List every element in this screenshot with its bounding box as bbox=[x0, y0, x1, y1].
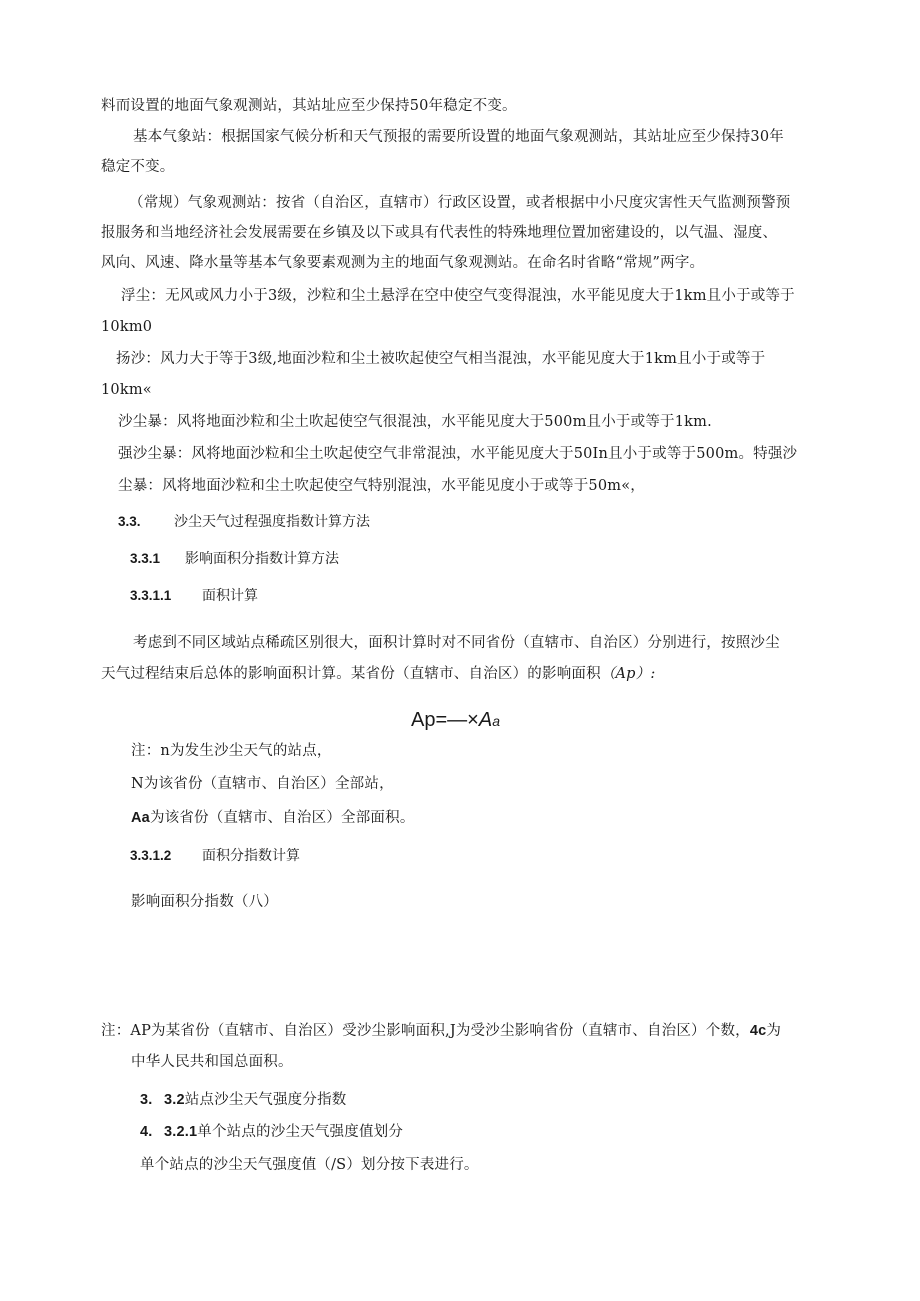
formula-variable: A bbox=[478, 709, 493, 731]
text-line: 尘暴：风将地面沙粒和尘土吹起使空气特别混浊，水平能见度小于或等于50m«， bbox=[118, 478, 645, 494]
section-heading-3-3-1-2 bbox=[130, 846, 300, 866]
section-heading-3-3-1-1 bbox=[130, 586, 258, 606]
list-number: 4. bbox=[140, 1124, 153, 1140]
formula-lhs: Ap= bbox=[411, 709, 448, 731]
note-text: 为 bbox=[766, 1023, 782, 1039]
text-line: 10km« bbox=[101, 382, 152, 398]
note-line: 注：n为发生沙尘天气的站点， bbox=[131, 743, 332, 759]
text-line: 料而设置的地面气象观测站，其站址应至少保持50年稳定不变。 bbox=[101, 98, 517, 114]
note-text: 注：AP为某省份（直辖市、自治区）受沙尘影响面积,J为受沙尘影响省份（直辖市、自治区）个数， bbox=[101, 1023, 750, 1039]
note-line: N为该省份（直辖市、自治区）全部站， bbox=[131, 776, 394, 792]
list-subnumber: 3.2 bbox=[164, 1092, 185, 1108]
note-text: 为该省份（直辖市、自治区）全部面积。 bbox=[149, 810, 415, 826]
note-line bbox=[131, 808, 415, 828]
formula-fraction: —× bbox=[447, 709, 479, 731]
section-heading-3-3 bbox=[118, 512, 370, 532]
text-line: 单个站点的沙尘天气强度值（/S）划分按下表进行。 bbox=[140, 1157, 479, 1173]
text-line: 稳定不变。 bbox=[101, 159, 175, 175]
text-line: 强沙尘暴：风将地面沙粒和尘土吹起使空气非常混浊，水平能见度大于50In且小于或等于500m。特强沙 bbox=[118, 446, 798, 462]
index-label: 影响面积分指数（八） bbox=[131, 894, 278, 910]
formula-subscript: a bbox=[492, 713, 500, 729]
section-heading-3-3-1 bbox=[130, 549, 339, 569]
text-line bbox=[101, 664, 655, 684]
text-line: 浮尘：无风或风力小于3级，沙粒和尘土悬浮在空中使空气变得混浊，水平能见度大于1km且小于或等于 bbox=[121, 288, 795, 304]
note-symbol: Aa bbox=[131, 810, 150, 826]
section-title: 面积分指数计算 bbox=[202, 848, 300, 864]
text-line: 风向、风速、降水量等基本气象要素观测为主的地面气象观测站。在命名时省略“常规”两字。 bbox=[101, 255, 705, 271]
list-item bbox=[140, 1090, 346, 1110]
section-title: 沙尘天气过程强度指数计算方法 bbox=[174, 514, 370, 530]
section-number: 3.3.1.2 bbox=[130, 848, 172, 863]
text-line: 报服务和当地经济社会发展需要在乡镇及以下或具有代表性的特殊地理位置加密建设的，以气温、湿度、 bbox=[101, 225, 778, 241]
text-line: 基本气象站：根据国家气候分析和天气预报的需要所设置的地面气象观测站，其站址应至少保持30年 bbox=[133, 129, 784, 145]
list-number: 3. bbox=[140, 1092, 153, 1108]
note-symbol: 4c bbox=[749, 1023, 767, 1039]
text-line: （常规）气象观测站：按省（自治区，直辖市）行政区设置，或者根据中小尺度灾害性天气监测预警预 bbox=[129, 195, 791, 211]
text-line: 10km0 bbox=[101, 319, 153, 335]
list-text: 站点沙尘天气强度分指数 bbox=[184, 1092, 347, 1108]
section-title: 面积计算 bbox=[202, 588, 258, 604]
list-item bbox=[140, 1122, 403, 1142]
note-line: 中华人民共和国总面积。 bbox=[131, 1054, 293, 1070]
note-line bbox=[101, 1021, 781, 1041]
section-number: 3.3.1.1 bbox=[130, 588, 172, 603]
text-line: 考虑到不同区域站点稀疏区别很大，面积计算时对不同省份（直辖市、自治区）分别进行，按照沙尘 bbox=[133, 635, 780, 651]
text-line: 扬沙：风力大于等于3级,地面沙粒和尘土被吹起使空气相当混浊，水平能见度大于1km且小于或等于 bbox=[116, 351, 766, 367]
area-variable: （Ap）: bbox=[600, 666, 656, 682]
area-formula bbox=[411, 707, 500, 734]
section-number: 3.3. bbox=[118, 514, 141, 529]
list-text: 单个站点的沙尘天气强度值划分 bbox=[197, 1124, 404, 1140]
paragraph-text: 天气过程结束后总体的影响面积计算。某省份（直辖市、自治区）的影响面积 bbox=[101, 666, 601, 682]
section-title: 影响面积分指数计算方法 bbox=[185, 551, 339, 567]
list-subnumber: 3.2.1 bbox=[164, 1124, 198, 1140]
text-line: 沙尘暴：风将地面沙粒和尘土吹起使空气很混浊，水平能见度大于500m且小于或等于1km. bbox=[118, 414, 712, 430]
section-number: 3.3.1 bbox=[130, 551, 161, 566]
